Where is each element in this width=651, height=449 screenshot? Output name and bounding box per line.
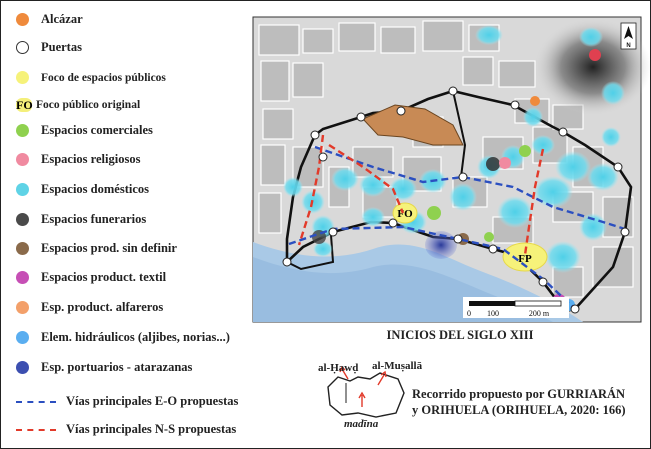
inset-outline xyxy=(328,373,404,417)
hawd-label: al-Ḥawḍ xyxy=(318,362,359,374)
legend-label: Foco público original xyxy=(36,99,141,111)
legend-label: Vías principales N-S propuestas xyxy=(66,422,237,436)
commercial-space xyxy=(519,145,531,157)
legend-item-commercial xyxy=(16,123,153,138)
map-caption: INICIOS DEL SIGLO XIII xyxy=(386,328,534,342)
legend-label: Espacios product. textil xyxy=(41,270,167,284)
legend-item-textile xyxy=(16,270,166,285)
textile-swatch xyxy=(16,271,29,284)
legend-item-undefined-production xyxy=(16,241,177,256)
legend-item-hydraulic xyxy=(16,330,230,345)
legend-item-public-focus xyxy=(16,71,166,84)
legend-item-original-focus xyxy=(16,98,140,112)
city-map xyxy=(253,17,641,322)
hydraulic-swatch xyxy=(16,331,29,344)
commercial-space xyxy=(427,206,441,220)
scale-tick-200: 200 m xyxy=(528,309,550,318)
public-focus-swatch xyxy=(16,71,29,84)
scale-tick-100: 100 xyxy=(487,309,499,318)
north-south-line-swatch xyxy=(16,429,56,431)
scale-tick-0: 0 xyxy=(467,309,471,318)
legend-label: Espacios domésticos xyxy=(41,182,149,196)
commercial-swatch xyxy=(16,124,29,137)
route-line-1: Recorrido propuesto por GURRIARÁN xyxy=(412,387,626,401)
legend-item-east-west-roads xyxy=(16,394,238,409)
map-legend xyxy=(16,8,256,448)
legend-label: Foco de espacios públicos xyxy=(41,71,166,84)
door-swatch xyxy=(16,41,29,54)
east-west-line-swatch xyxy=(16,401,56,403)
religious-swatch xyxy=(16,153,29,166)
legend-item-alcazar xyxy=(16,12,83,27)
route-inset-diagram xyxy=(318,355,423,430)
legend-item-port xyxy=(16,360,192,375)
legend-label: Espacios prod. sin definir xyxy=(41,241,177,255)
fp-label: FP xyxy=(518,253,532,265)
legend-label: Espacios religiosos xyxy=(41,152,141,166)
legend-item-domestic xyxy=(16,182,149,197)
route-line-2: y ORIHUELA (ORIHUELA, 2020: 166) xyxy=(412,403,626,417)
religious-space xyxy=(589,49,601,61)
scale-bar xyxy=(463,297,569,318)
musalla-label: al-Muṣallā xyxy=(372,360,423,372)
legend-item-religious xyxy=(16,152,140,167)
legend-item-pottery xyxy=(16,300,163,315)
port-swatch xyxy=(16,361,29,374)
legend-label: Elem. hidráulicos (aljibes, norias...) xyxy=(41,330,230,344)
legend-item-funerary xyxy=(16,212,146,227)
north-arrow xyxy=(621,23,636,49)
pottery-swatch xyxy=(16,301,29,314)
madina-label: madīna xyxy=(344,418,379,430)
pottery-space xyxy=(530,96,540,106)
legend-label: Esp. portuarios - atarazanas xyxy=(41,360,193,374)
legend-label: Espacios funerarios xyxy=(41,212,147,226)
legend-label: Espacios comerciales xyxy=(41,123,153,137)
fo-label: FO xyxy=(397,208,413,220)
funerary-spot xyxy=(486,157,500,171)
legend-label: Esp. product. alfareros xyxy=(41,300,164,314)
inset-arrow-north xyxy=(359,393,365,407)
legend-label: Alcázar xyxy=(41,12,83,26)
domestic-swatch xyxy=(16,183,29,196)
undefined-production-swatch xyxy=(16,242,29,255)
religious-space xyxy=(499,157,511,169)
legend-label: Puertas xyxy=(41,40,82,54)
commercial-space xyxy=(484,232,494,242)
alcazar-swatch xyxy=(16,13,29,26)
north-label: N xyxy=(626,43,631,49)
legend-item-doors xyxy=(16,40,82,55)
legend-item-north-south-roads xyxy=(16,422,236,437)
funerary-swatch xyxy=(16,213,29,226)
route-attribution xyxy=(412,386,626,418)
fo-badge: FO xyxy=(16,98,33,112)
legend-label: Vías principales E-O propuestas xyxy=(66,394,239,408)
